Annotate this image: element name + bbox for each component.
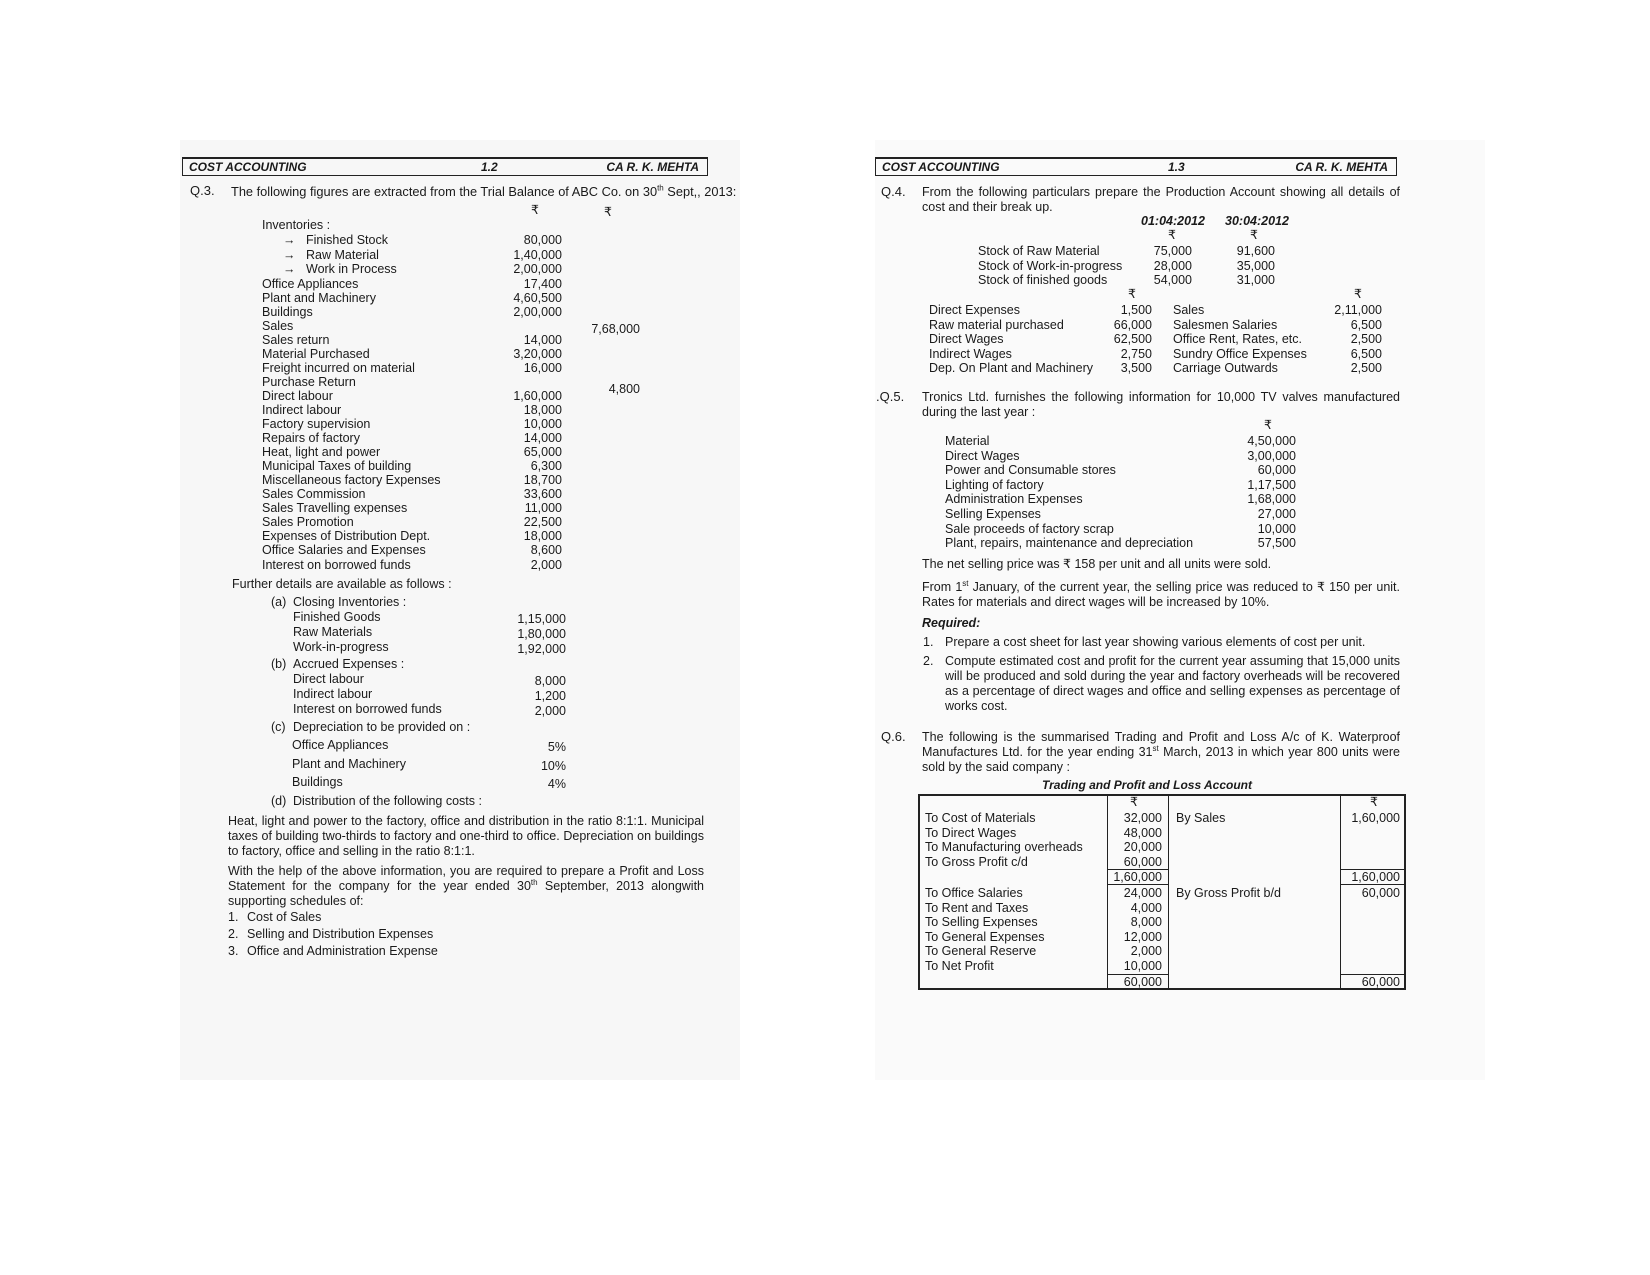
debit-value: 10,000 <box>523 417 562 431</box>
detail-value: 1,200 <box>534 689 566 703</box>
expense-value: 2,750 <box>1120 346 1152 361</box>
debit-value: 3,20,000 <box>513 346 562 361</box>
detail-label: Office Appliances <box>292 738 389 752</box>
income-expense-value: 2,500 <box>1350 361 1382 375</box>
detail-value: 1,92,000 <box>517 641 566 656</box>
debit-value: 32,000 <box>1123 811 1162 825</box>
required-number: 2. <box>923 654 934 668</box>
q4-intro: From the following particulars prepare the Production Account showing all details of cost and their break up. <box>922 185 1400 214</box>
cost-item-label: Direct Wages <box>945 448 1020 463</box>
trial-balance-label: Indirect labour <box>262 402 342 417</box>
expense-label: Direct Wages <box>929 332 1004 346</box>
section-title: Depreciation to be provided on : <box>293 720 471 734</box>
debit-value: 8,000 <box>1130 915 1162 930</box>
credit-value: 60,000 <box>1361 886 1400 900</box>
detail-value: 1,15,000 <box>517 612 566 626</box>
cost-item-label: Administration Expenses <box>945 492 1083 507</box>
pl-total-debit: 60,000 <box>1123 975 1162 989</box>
trial-balance-label: Sales Promotion <box>262 515 354 530</box>
q3-intro: The following figures are extracted from the Trial Balance of ABC Co. on 30th Sept,, 2013: <box>231 183 737 199</box>
pl-total-credit: 60,000 <box>1361 975 1400 989</box>
stock-close-value: 35,000 <box>1236 258 1275 273</box>
debit-label: To General Reserve <box>925 944 1037 959</box>
arrow-icon: → <box>283 247 296 262</box>
header-author: CA R. K. MEHTA <box>606 160 699 174</box>
q5-change-text: From 1st January, of the current year, the selling price was reduced to ₹ 150 per unit. Rates for materials and direct wages will be increased by 10%. <box>922 578 1400 609</box>
column-divider <box>1168 794 1169 990</box>
credit-value: 1,60,000 <box>1351 811 1400 825</box>
question-number-q3: Q.3. <box>190 183 215 198</box>
section-title: Accrued Expenses : <box>293 657 405 671</box>
debit-label: To General Expenses <box>925 929 1045 944</box>
cost-item-label: Power and Consumable stores <box>945 463 1116 478</box>
credit-label: By Sales <box>1176 811 1226 825</box>
rupee-right-col: ₹ <box>1354 287 1362 301</box>
credit-value: 4,800 <box>608 381 640 396</box>
debit-value: 2,000 <box>1130 944 1162 959</box>
debit-value: 11,000 <box>524 501 562 516</box>
rupee-open: ₹ <box>1168 228 1176 242</box>
debit-value: 10,000 <box>1123 959 1162 973</box>
detail-value: 2,000 <box>534 704 566 718</box>
header-page-number: 1.3 <box>1168 160 1185 174</box>
detail-value: 1,80,000 <box>517 626 566 641</box>
income-expense-value: 6,500 <box>1350 346 1382 361</box>
inventory-value: 1,40,000 <box>513 247 562 262</box>
detail-label: Plant and Machinery <box>292 756 406 771</box>
debit-value: 6,300 <box>530 459 562 474</box>
income-expense-label: Salesmen Salaries <box>1173 317 1278 332</box>
debit-value: 60,000 <box>1123 854 1162 869</box>
further-details-label: Further details are available as follows : <box>232 577 452 591</box>
inventory-label: Work in Process <box>306 262 397 276</box>
debit-value: 48,000 <box>1123 825 1162 840</box>
debit-value: 24,000 <box>1123 886 1162 900</box>
header-title: COST ACCOUNTING <box>189 160 307 174</box>
expense-value: 1,500 <box>1120 303 1152 317</box>
credit-label: By Gross Profit b/d <box>1176 886 1281 900</box>
stock-open-value: 54,000 <box>1153 273 1192 287</box>
trading-total-debit: 1,60,000 <box>1113 870 1162 884</box>
debit-value: 4,000 <box>1130 900 1162 915</box>
income-expense-label: Office Rent, Rates, etc. <box>1173 332 1302 346</box>
debit-value: 14,000 <box>523 431 562 446</box>
income-expense-value: 6,500 <box>1350 317 1382 332</box>
page-header-right <box>875 157 1397 176</box>
debit-value: 20,000 <box>1123 840 1162 855</box>
expense-label: Indirect Wages <box>929 346 1012 361</box>
trial-balance-label: Direct labour <box>262 388 333 403</box>
inventory-label: Finished Stock <box>306 233 388 247</box>
debit-value: 16,000 <box>523 360 562 375</box>
debit-label: To Gross Profit c/d <box>925 854 1028 869</box>
section-title: Closing Inventories : <box>293 595 407 609</box>
debit-value: 14,000 <box>523 332 562 347</box>
header-page-number: 1.2 <box>481 160 498 174</box>
detail-value: 4% <box>547 777 566 791</box>
schedule-label: Cost of Sales <box>247 910 322 924</box>
cost-item-value: 57,500 <box>1257 536 1296 551</box>
cost-item-value: 4,50,000 <box>1247 434 1296 448</box>
detail-value: 10% <box>540 758 566 773</box>
required-item: Prepare a cost sheet for last year showing various elements of cost per unit. <box>945 635 1366 649</box>
q6-intro: The following is the summarised Trading and Profit and Loss A/c of K. Waterproof Manufactures Ltd. for the year ending 31st March, 2013 in which year 800 units were sold by the said company : <box>922 730 1400 774</box>
schedule-number: 2. <box>228 927 239 941</box>
rupee-close: ₹ <box>1250 228 1258 242</box>
cost-item-label: Plant, repairs, maintenance and depreciation <box>945 536 1194 551</box>
expense-label: Raw material purchased <box>929 317 1064 332</box>
debit-label: To Cost of Materials <box>925 811 1036 825</box>
schedule-label: Office and Administration Expense <box>247 944 438 958</box>
cost-item-value: 1,68,000 <box>1247 492 1296 507</box>
q5-price-text: The net selling price was ₹ 158 per unit and all units were sold. <box>922 557 1272 571</box>
detail-value: 8,000 <box>534 674 566 688</box>
debit-value: 33,600 <box>523 487 562 502</box>
debit-label: To Rent and Taxes <box>925 900 1029 915</box>
question-number-q5: .Q.5. <box>876 389 905 404</box>
debit-label: To Manufacturing overheads <box>925 840 1083 855</box>
required-number: 1. <box>923 635 934 649</box>
trial-balance-label: Sales return <box>262 332 330 347</box>
debit-label: To Office Salaries <box>925 886 1023 900</box>
expense-value: 66,000 <box>1113 317 1152 332</box>
schedule-number: 3. <box>228 944 239 958</box>
debit-value: 18,000 <box>523 529 562 544</box>
rupee-credit: ₹ <box>1370 795 1378 809</box>
header-author: CA R. K. MEHTA <box>1295 160 1388 174</box>
trial-balance-label: Miscellaneous factory Expenses <box>262 473 441 488</box>
trial-balance-label: Sales Travelling expenses <box>262 501 408 516</box>
rupee-debit: ₹ <box>1130 795 1138 809</box>
question-number-q6: Q.6. <box>881 729 906 744</box>
expense-value: 3,500 <box>1120 361 1152 375</box>
cost-item-value: 1,17,500 <box>1247 477 1296 492</box>
debit-value: 2,000 <box>530 557 562 572</box>
trading-total-credit: 1,60,000 <box>1351 870 1400 884</box>
trial-balance-label: Freight incurred on material <box>262 360 415 375</box>
cost-item-label: Sale proceeds of factory scrap <box>945 521 1114 536</box>
cost-item-label: Material <box>945 434 990 448</box>
debit-label: To Selling Expenses <box>925 915 1038 930</box>
account-table-title: Trading and Profit and Loss Account <box>1042 778 1253 792</box>
trial-balance-label: Heat, light and power <box>262 445 381 460</box>
trial-balance-label: Material Purchased <box>262 346 370 361</box>
rupee-column-header-debit: ₹ <box>531 203 539 217</box>
distribution-text: Heat, light and power to the factory, office and distribution in the ratio 8:1:1. Municipal taxes of building two-thirds to factory and one-third to office. Depreciation on buildings to factory, office and selling in the ratio 8:1:1. <box>228 814 704 858</box>
detail-label: Buildings <box>292 775 343 789</box>
arrow-icon: → <box>283 262 296 276</box>
debit-value: 12,000 <box>1123 929 1162 944</box>
stock-close-value: 91,600 <box>1236 244 1275 258</box>
schedule-label: Selling and Distribution Expenses <box>247 927 434 941</box>
debit-value: 8,600 <box>530 543 562 558</box>
schedule-number: 1. <box>228 910 239 924</box>
debit-value: 65,000 <box>523 445 562 460</box>
section-marker: (a) <box>271 595 287 609</box>
stock-label: Stock of finished goods <box>978 273 1108 287</box>
required-item: Compute estimated cost and profit for the current year assuming that 15,000 units will be produced and sold during the year and factory overheads will be recovered as a percentage of direct wages and office and selling expenses as percentage of works cost. <box>945 654 1400 713</box>
debit-label: To Direct Wages <box>925 825 1017 840</box>
trial-balance-label: Plant and Machinery <box>262 290 376 305</box>
question-number-q4: Q.4. <box>881 184 906 199</box>
detail-label: Direct labour <box>293 672 364 686</box>
section-title: Distribution of the following costs : <box>293 794 482 808</box>
inventory-label: Raw Material <box>306 247 379 262</box>
inventory-value: 2,00,000 <box>513 262 562 276</box>
trial-balance-label: Purchase Return <box>262 374 356 389</box>
debit-value: 2,00,000 <box>513 304 562 319</box>
detail-label: Raw Materials <box>293 624 373 639</box>
detail-value: 5% <box>547 740 566 754</box>
trial-balance-label: Factory supervision <box>262 417 371 431</box>
stock-open-value: 28,000 <box>1153 258 1192 273</box>
stock-open-value: 75,000 <box>1153 244 1192 258</box>
income-expense-label: Sales <box>1173 303 1205 317</box>
debit-value: 18,700 <box>523 473 562 488</box>
cost-item-label: Lighting of factory <box>945 477 1044 492</box>
expense-label: Direct Expenses <box>929 303 1021 317</box>
page-header-left <box>182 157 708 176</box>
arrow-icon: → <box>283 233 296 247</box>
credit-value: 7,68,000 <box>591 321 640 336</box>
debit-label: To Net Profit <box>925 959 994 973</box>
date-header-close: 30:04:2012 <box>1225 214 1289 228</box>
detail-label: Work-in-progress <box>293 639 389 654</box>
q5-intro: Tronics Ltd. furnishes the following information for 10,000 TV valves manufactured during the last year : <box>922 390 1400 419</box>
debit-value: 18,000 <box>523 402 562 417</box>
stock-label: Stock of Work-in-progress <box>978 258 1123 273</box>
debit-value: 17,400 <box>523 276 562 291</box>
trial-balance-label: Office Appliances <box>262 276 359 291</box>
cost-item-value: 10,000 <box>1257 521 1296 536</box>
debit-value: 1,60,000 <box>513 388 562 403</box>
trial-balance-label: Interest on borrowed funds <box>262 557 411 572</box>
detail-label: Indirect labour <box>293 687 373 701</box>
detail-label: Interest on borrowed funds <box>293 702 442 716</box>
cost-item-label: Selling Expenses <box>945 507 1041 521</box>
cost-item-value: 60,000 <box>1257 463 1296 478</box>
date-header-open: 01:04:2012 <box>1141 214 1205 228</box>
income-expense-label: Sundry Office Expenses <box>1173 346 1307 361</box>
section-marker: (d) <box>271 794 287 808</box>
expense-value: 62,500 <box>1113 332 1152 346</box>
debit-value: 22,500 <box>523 515 562 530</box>
expense-label: Dep. On Plant and Machinery <box>929 361 1093 375</box>
cost-item-value: 3,00,000 <box>1247 448 1296 463</box>
rupee-column-header-credit: ₹ <box>604 205 612 219</box>
trial-balance-label: Expenses of Distribution Dept. <box>262 529 431 544</box>
section-marker: (b) <box>271 657 287 671</box>
trial-balance-label: Buildings <box>262 304 313 319</box>
trial-balance-label: Office Salaries and Expenses <box>262 543 426 558</box>
required-label: Required: <box>922 616 981 630</box>
income-expense-value: 2,500 <box>1350 332 1382 346</box>
income-expense-label: Carriage Outwards <box>1173 361 1278 375</box>
rupee-q5: ₹ <box>1264 418 1272 432</box>
detail-label: Finished Goods <box>293 610 381 624</box>
inventories-label: Inventories : <box>262 218 331 232</box>
trial-balance-label: Sales <box>262 318 294 333</box>
header-title: COST ACCOUNTING <box>882 160 1000 174</box>
q3-required-text: With the help of the above information, you are required to prepare a Profit and Loss Statement for the company for the year ended 30th September, 2013 alongwith supporting schedules of: <box>228 864 705 908</box>
trial-balance-label: Repairs of factory <box>262 431 360 446</box>
rupee-left-col: ₹ <box>1128 287 1136 301</box>
trial-balance-label: Municipal Taxes of building <box>262 459 412 474</box>
stock-close-value: 31,000 <box>1236 273 1275 287</box>
income-expense-value: 2,11,000 <box>1334 303 1382 317</box>
section-marker: (c) <box>271 720 286 734</box>
stock-label: Stock of Raw Material <box>978 244 1100 258</box>
cost-item-value: 27,000 <box>1257 507 1296 521</box>
debit-value: 4,60,500 <box>513 290 562 305</box>
inventory-value: 80,000 <box>523 233 562 247</box>
trial-balance-label: Sales Commission <box>262 487 366 502</box>
